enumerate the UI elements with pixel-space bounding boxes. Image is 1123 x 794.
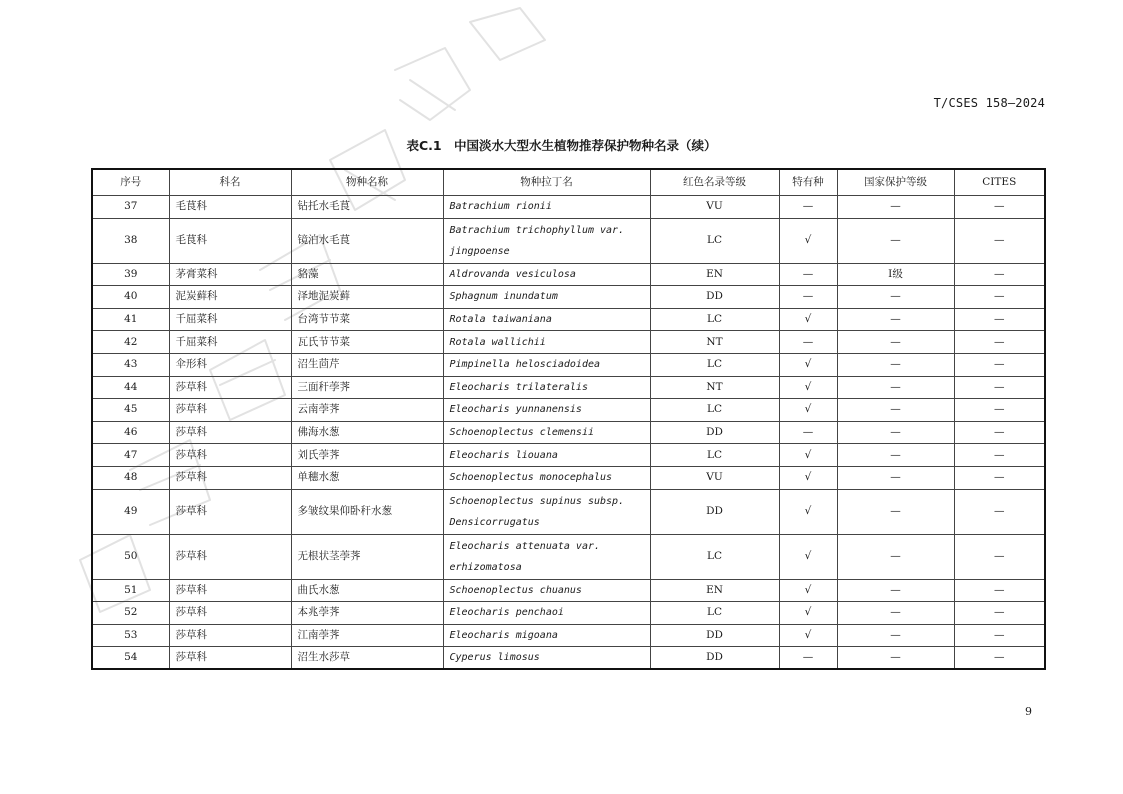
latin-name-cell bbox=[443, 399, 650, 422]
table-row bbox=[92, 466, 1045, 489]
latin-name-line: Batrachium rionii bbox=[449, 201, 552, 213]
family-cell: 莎草科 bbox=[169, 376, 291, 399]
family-cell: 茅膏菜科 bbox=[169, 263, 291, 286]
cites-cell: — bbox=[954, 399, 1045, 422]
table-row bbox=[92, 421, 1045, 444]
latin-name-line: erhizomatosa bbox=[449, 561, 522, 573]
cites-cell: — bbox=[954, 444, 1045, 467]
page-number: 9 bbox=[1025, 705, 1032, 718]
cites-cell: — bbox=[954, 466, 1045, 489]
protection-level-cell: — bbox=[837, 353, 954, 376]
species-name-cell: 沼生水莎草 bbox=[291, 647, 443, 670]
col-header-endemic: 特有种 bbox=[779, 169, 837, 196]
table-row bbox=[92, 353, 1045, 376]
row-number: 41 bbox=[92, 308, 169, 331]
latin-name-cell bbox=[443, 308, 650, 331]
row-number: 43 bbox=[92, 353, 169, 376]
latin-name-cell bbox=[443, 331, 650, 354]
red-list-cell: DD bbox=[650, 647, 779, 670]
latin-name-cell bbox=[443, 444, 650, 467]
latin-name-line: Cyperus limosus bbox=[449, 652, 540, 664]
latin-name-cell bbox=[443, 196, 650, 219]
row-number: 54 bbox=[92, 647, 169, 670]
endemic-cell: — bbox=[779, 647, 837, 670]
row-number: 50 bbox=[92, 534, 169, 579]
cites-cell: — bbox=[954, 421, 1045, 444]
protection-level-cell: — bbox=[837, 218, 954, 263]
endemic-cell: √ bbox=[779, 579, 837, 602]
latin-name-cell bbox=[443, 263, 650, 286]
latin-name-line: Eleocharis trilateralis bbox=[449, 381, 588, 393]
row-number: 39 bbox=[92, 263, 169, 286]
protection-level-cell: — bbox=[837, 647, 954, 670]
cites-cell: — bbox=[954, 353, 1045, 376]
table-row bbox=[92, 579, 1045, 602]
row-number: 37 bbox=[92, 196, 169, 219]
latin-name-line: Schoenoplectus supinus subsp. bbox=[449, 495, 625, 507]
cites-cell: — bbox=[954, 624, 1045, 647]
col-header-latin: 物种拉丁名 bbox=[443, 169, 650, 196]
table-title: 表C.1 中国淡水大型水生植物推荐保护物种名录（续） bbox=[406, 138, 717, 153]
table-row bbox=[92, 286, 1045, 309]
cites-cell: — bbox=[954, 579, 1045, 602]
protection-level-cell: — bbox=[837, 286, 954, 309]
latin-name-line: Schoenoplectus monocephalus bbox=[449, 472, 613, 484]
protection-level-cell: — bbox=[837, 444, 954, 467]
species-name-cell: 沼生茴芹 bbox=[291, 353, 443, 376]
row-number: 49 bbox=[92, 489, 169, 534]
species-name-cell: 佛海水葱 bbox=[291, 421, 443, 444]
latin-name-cell bbox=[443, 602, 650, 625]
red-list-cell: LC bbox=[650, 534, 779, 579]
species-name-cell: 泽地泥炭藓 bbox=[291, 286, 443, 309]
endemic-cell: — bbox=[779, 196, 837, 219]
latin-name-line: Schoenoplectus clemensii bbox=[449, 427, 594, 439]
protection-level-cell: — bbox=[837, 489, 954, 534]
family-cell: 莎草科 bbox=[169, 399, 291, 422]
latin-name-line: Eleocharis liouana bbox=[449, 449, 558, 461]
red-list-cell: EN bbox=[650, 263, 779, 286]
species-name-cell: 曲氏水葱 bbox=[291, 579, 443, 602]
family-cell: 伞形科 bbox=[169, 353, 291, 376]
red-list-cell: DD bbox=[650, 286, 779, 309]
row-number: 40 bbox=[92, 286, 169, 309]
col-header-no: 序号 bbox=[92, 169, 169, 196]
table-body bbox=[92, 196, 1045, 670]
col-header-family: 科名 bbox=[169, 169, 291, 196]
family-cell: 莎草科 bbox=[169, 579, 291, 602]
cites-cell: — bbox=[954, 263, 1045, 286]
family-cell: 毛茛科 bbox=[169, 196, 291, 219]
row-number: 44 bbox=[92, 376, 169, 399]
family-cell: 莎草科 bbox=[169, 602, 291, 625]
cites-cell: — bbox=[954, 602, 1045, 625]
protection-level-cell: — bbox=[837, 196, 954, 219]
document-code: T/CSES 158—2024 bbox=[933, 96, 1045, 110]
latin-name-line: Eleocharis yunnanensis bbox=[449, 404, 582, 416]
cites-cell: — bbox=[954, 534, 1045, 579]
endemic-cell: √ bbox=[779, 353, 837, 376]
red-list-cell: LC bbox=[650, 353, 779, 376]
protection-level-cell: — bbox=[837, 376, 954, 399]
family-cell: 莎草科 bbox=[169, 624, 291, 647]
latin-name-cell bbox=[443, 534, 650, 579]
table-row bbox=[92, 647, 1045, 670]
endemic-cell: — bbox=[779, 331, 837, 354]
endemic-cell: √ bbox=[779, 489, 837, 534]
table-row bbox=[92, 376, 1045, 399]
latin-name-line: Schoenoplectus chuanus bbox=[449, 584, 582, 596]
family-cell: 莎草科 bbox=[169, 466, 291, 489]
family-cell: 莎草科 bbox=[169, 534, 291, 579]
species-name-cell: 江南荸荠 bbox=[291, 624, 443, 647]
latin-name-line: Rotala taiwaniana bbox=[449, 314, 552, 326]
latin-name-cell bbox=[443, 218, 650, 263]
row-number: 38 bbox=[92, 218, 169, 263]
row-number: 46 bbox=[92, 421, 169, 444]
cites-cell: — bbox=[954, 376, 1045, 399]
species-name-cell: 镜泊水毛茛 bbox=[291, 218, 443, 263]
latin-name-line: Eleocharis attenuata var. bbox=[449, 540, 601, 552]
table-row bbox=[92, 399, 1045, 422]
table-row bbox=[92, 602, 1045, 625]
family-cell: 千屈菜科 bbox=[169, 308, 291, 331]
species-name-cell: 钻托水毛茛 bbox=[291, 196, 443, 219]
latin-name-cell bbox=[443, 489, 650, 534]
protection-level-cell: — bbox=[837, 466, 954, 489]
table-row bbox=[92, 444, 1045, 467]
cites-cell: — bbox=[954, 196, 1045, 219]
protection-level-cell: — bbox=[837, 421, 954, 444]
endemic-cell: √ bbox=[779, 624, 837, 647]
species-name-cell: 貉藻 bbox=[291, 263, 443, 286]
latin-name-line: Rotala wallichii bbox=[449, 336, 546, 348]
latin-name-cell bbox=[443, 421, 650, 444]
red-list-cell: LC bbox=[650, 444, 779, 467]
cites-cell: — bbox=[954, 286, 1045, 309]
endemic-cell: √ bbox=[779, 602, 837, 625]
species-name-cell: 台湾节节菜 bbox=[291, 308, 443, 331]
species-name-cell: 本兆荸荠 bbox=[291, 602, 443, 625]
latin-name-cell bbox=[443, 647, 650, 670]
endemic-cell: √ bbox=[779, 399, 837, 422]
endemic-cell: √ bbox=[779, 376, 837, 399]
red-list-cell: LC bbox=[650, 602, 779, 625]
protection-level-cell: — bbox=[837, 624, 954, 647]
red-list-cell: DD bbox=[650, 489, 779, 534]
species-table bbox=[91, 168, 1046, 670]
family-cell: 泥炭藓科 bbox=[169, 286, 291, 309]
protection-level-cell: — bbox=[837, 331, 954, 354]
latin-name-line: Sphagnum inundatum bbox=[449, 291, 558, 303]
latin-name-cell bbox=[443, 353, 650, 376]
cites-cell: — bbox=[954, 489, 1045, 534]
row-number: 52 bbox=[92, 602, 169, 625]
endemic-cell: √ bbox=[779, 218, 837, 263]
red-list-cell: DD bbox=[650, 624, 779, 647]
table-row bbox=[92, 624, 1045, 647]
red-list-cell: LC bbox=[650, 308, 779, 331]
species-name-cell: 多皱纹果仰卧秆水葱 bbox=[291, 489, 443, 534]
latin-name-cell bbox=[443, 286, 650, 309]
cites-cell: — bbox=[954, 308, 1045, 331]
latin-name-line: Eleocharis penchaoi bbox=[449, 607, 564, 619]
table-row bbox=[92, 534, 1045, 579]
protection-level-cell: — bbox=[837, 579, 954, 602]
table-row bbox=[92, 489, 1045, 534]
red-list-cell: VU bbox=[650, 466, 779, 489]
protection-level-cell: — bbox=[837, 602, 954, 625]
species-name-cell: 三面秆荸荠 bbox=[291, 376, 443, 399]
family-cell: 莎草科 bbox=[169, 421, 291, 444]
family-cell: 毛茛科 bbox=[169, 218, 291, 263]
red-list-cell: LC bbox=[650, 399, 779, 422]
row-number: 42 bbox=[92, 331, 169, 354]
col-header-name: 物种名称 bbox=[291, 169, 443, 196]
species-name-cell: 刘氏荸荠 bbox=[291, 444, 443, 467]
table-row bbox=[92, 218, 1045, 263]
latin-name-cell bbox=[443, 579, 650, 602]
table-row bbox=[92, 308, 1045, 331]
endemic-cell: √ bbox=[779, 444, 837, 467]
protection-level-cell: — bbox=[837, 308, 954, 331]
family-cell: 莎草科 bbox=[169, 489, 291, 534]
latin-name-cell bbox=[443, 624, 650, 647]
table-row bbox=[92, 196, 1045, 219]
row-number: 45 bbox=[92, 399, 169, 422]
endemic-cell: — bbox=[779, 263, 837, 286]
endemic-cell: √ bbox=[779, 534, 837, 579]
endemic-cell: √ bbox=[779, 466, 837, 489]
latin-name-line: Aldrovanda vesiculosa bbox=[449, 268, 576, 280]
row-number: 53 bbox=[92, 624, 169, 647]
red-list-cell: NT bbox=[650, 331, 779, 354]
red-list-cell: VU bbox=[650, 196, 779, 219]
row-number: 47 bbox=[92, 444, 169, 467]
col-header-protection: 国家保护等级 bbox=[837, 169, 954, 196]
endemic-cell: — bbox=[779, 421, 837, 444]
red-list-cell: NT bbox=[650, 376, 779, 399]
latin-name-line: Pimpinella helosciadoidea bbox=[449, 359, 601, 371]
row-number: 51 bbox=[92, 579, 169, 602]
cites-cell: — bbox=[954, 331, 1045, 354]
latin-name-cell bbox=[443, 376, 650, 399]
family-cell: 莎草科 bbox=[169, 444, 291, 467]
species-name-cell: 云南荸荠 bbox=[291, 399, 443, 422]
col-header-red-list: 红色名录等级 bbox=[650, 169, 779, 196]
table-header-row bbox=[92, 169, 1045, 196]
species-name-cell: 单穗水葱 bbox=[291, 466, 443, 489]
latin-name-line: Densicorrugatus bbox=[449, 516, 540, 528]
cites-cell: — bbox=[954, 218, 1045, 263]
cites-cell: — bbox=[954, 647, 1045, 670]
table-row bbox=[92, 331, 1045, 354]
protection-level-cell: — bbox=[837, 399, 954, 422]
red-list-cell: DD bbox=[650, 421, 779, 444]
latin-name-line: Eleocharis migoana bbox=[449, 630, 558, 642]
row-number: 48 bbox=[92, 466, 169, 489]
species-name-cell: 无根状茎荸荠 bbox=[291, 534, 443, 579]
species-name-cell: 瓦氏节节菜 bbox=[291, 331, 443, 354]
latin-name-cell bbox=[443, 466, 650, 489]
latin-name-line: jingpoense bbox=[449, 245, 510, 257]
latin-name-line: Batrachium trichophyllum var. bbox=[449, 224, 625, 236]
protection-level-cell: Ⅰ级 bbox=[837, 263, 954, 286]
endemic-cell: √ bbox=[779, 308, 837, 331]
endemic-cell: — bbox=[779, 286, 837, 309]
table-row bbox=[92, 263, 1045, 286]
family-cell: 莎草科 bbox=[169, 647, 291, 670]
family-cell: 千屈菜科 bbox=[169, 331, 291, 354]
col-header-cites: CITES bbox=[954, 169, 1045, 196]
protection-level-cell: — bbox=[837, 534, 954, 579]
red-list-cell: EN bbox=[650, 579, 779, 602]
red-list-cell: LC bbox=[650, 218, 779, 263]
